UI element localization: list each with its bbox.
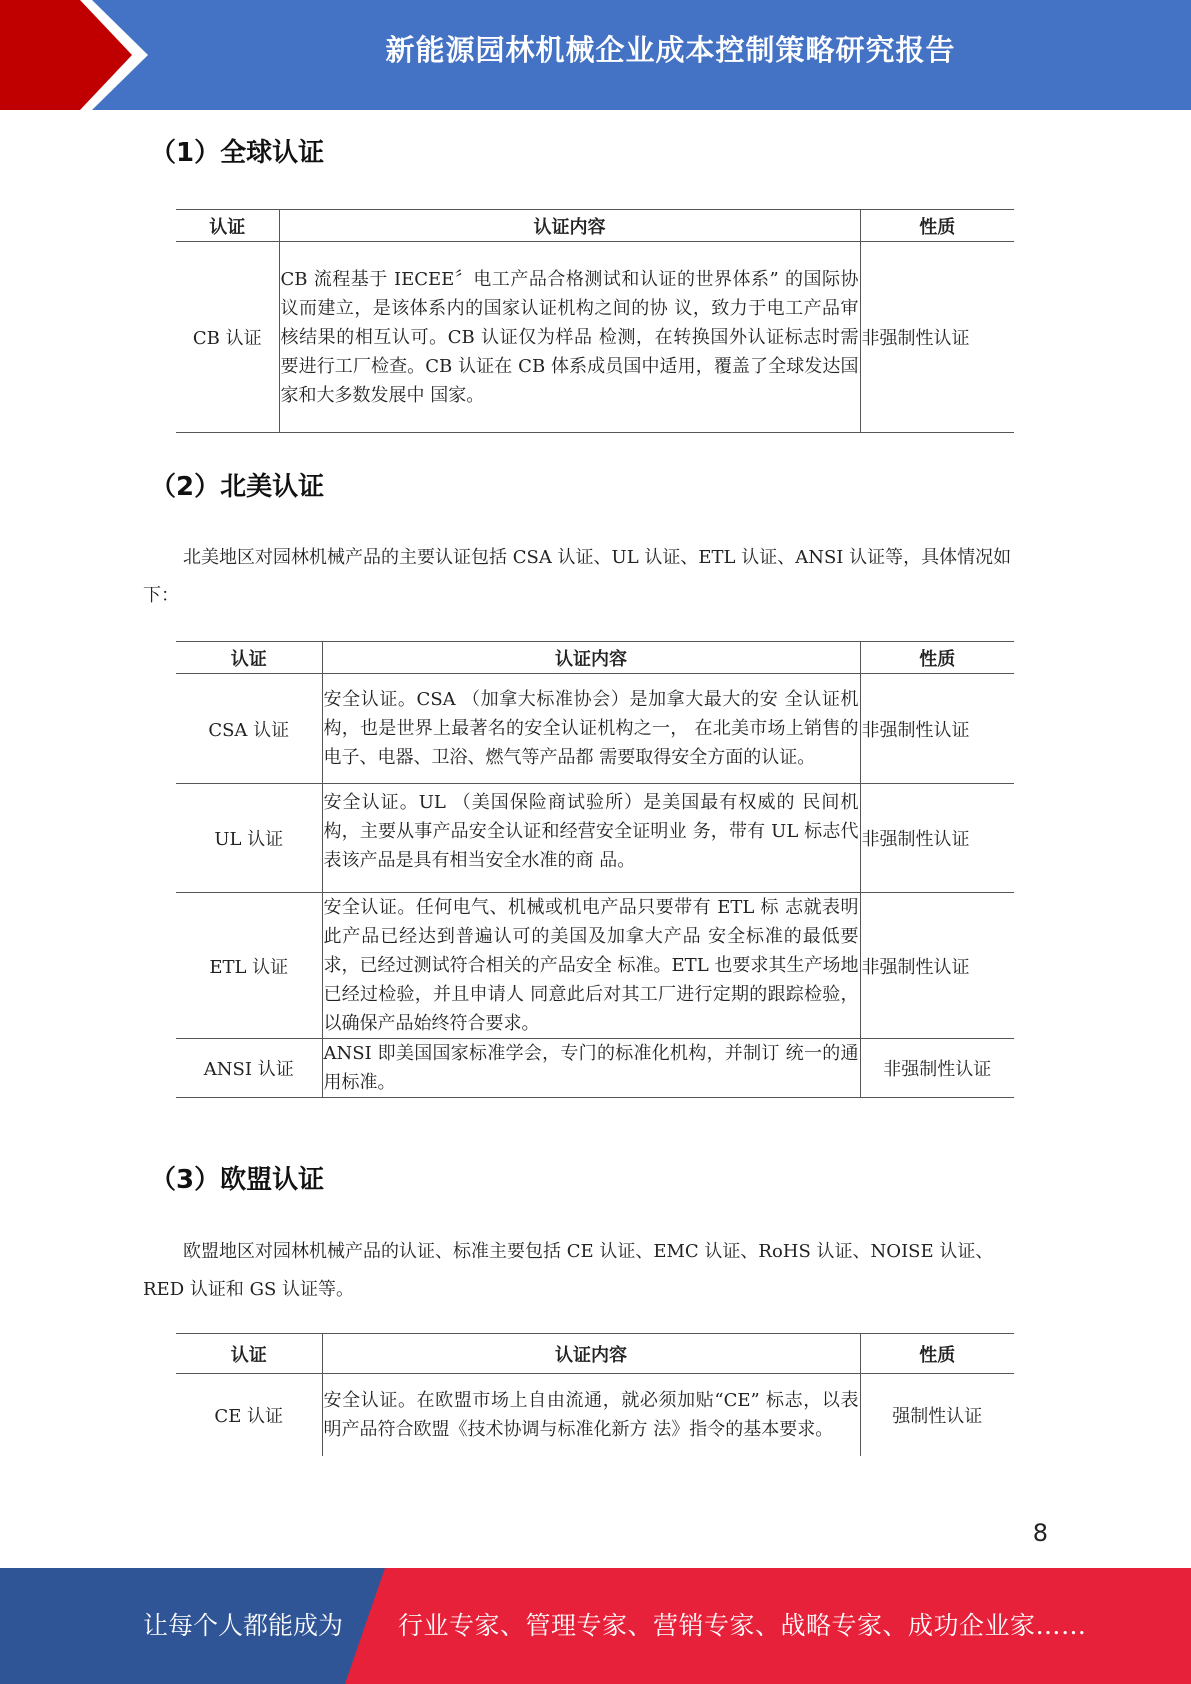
- report-title: 新能源园林机械企业成本控制策略研究报告: [385, 33, 956, 67]
- cert-nature: 非强制性认证: [860, 893, 1014, 1039]
- cert-name: CSA 认证: [176, 674, 322, 784]
- eu-intro: 欧盟地区对园林机械产品的认证、标准主要包括 CE 认证、EMC 认证、RoHS 认证、NOISE 认证、RED 认证和 GS 认证等。: [143, 1241, 994, 1300]
- footer-slogan-left: 让每个人都能成为: [143, 1611, 344, 1640]
- table-row: [176, 1374, 1014, 1456]
- cert-content: CB 流程基于 IECEE〞电工产品合格测试和认证的世界体系” 的国际协议而建立，是该体系内的国家认证机构之间的协 议，致力于电工产品审核结果的相互认可。CB 认证仅为样品 检测，在转换国外认证标志时需要进行工厂检查。CB 认证在 CB 体系成员国中适用，覆盖了全球发达国家和大多数发展中 国家。: [279, 242, 860, 433]
- table-row: [176, 674, 1014, 784]
- section-title-global: （1）全球认证: [150, 138, 325, 168]
- north-america-intro: 北美地区对园林机械产品的主要认证包括 CSA 认证、UL 认证、ETL 认证、ANSI 认证等，具体情况如下：: [143, 547, 1012, 606]
- cert-name: ANSI 认证: [176, 1039, 322, 1098]
- eu-cert-table: [176, 1333, 1014, 1456]
- page-header: [0, 0, 1191, 110]
- cert-nature: 非强制性认证: [860, 674, 1014, 784]
- cert-name: CE 认证: [214, 1405, 284, 1427]
- table-header-row: [176, 210, 1014, 242]
- col-header-cert: 认证: [176, 1334, 322, 1374]
- cert-name: CB 认证: [176, 242, 279, 433]
- table-row: [176, 893, 1014, 1039]
- table-header-row: [176, 1334, 1014, 1374]
- col-header-cert: 认证: [176, 642, 322, 674]
- cert-content: 安全认证。在欧盟市场上自由流通，就必须加贴“CE” 标志，以表明产品符合欧盟《技术协调与标准化新方 法》指令的基本要求。: [322, 1374, 860, 1456]
- section-title-north-america: （2）北美认证: [150, 472, 325, 502]
- col-header-nature: 性质: [860, 1334, 1014, 1374]
- table-row: [176, 242, 1014, 433]
- col-header-nature: 性质: [860, 642, 1014, 674]
- col-header-content: 认证内容: [322, 1334, 860, 1374]
- cert-nature: 非强制性认证: [860, 242, 1014, 433]
- section-title-eu: （3）欧盟认证: [150, 1165, 325, 1195]
- page-number: 8: [1032, 1519, 1048, 1547]
- col-header-content: 认证内容: [279, 210, 860, 242]
- cert-nature: 强制性认证: [860, 1374, 1014, 1456]
- cert-content: 安全认证。CSA （加拿大标准协会）是加拿大最大的安 全认证机构，也是世界上最著名的安全认证机构之一， 在北美市场上销售的电子、电器、卫浴、燃气等产品都 需要取得安全方面的认证。: [322, 674, 860, 784]
- table-row: [176, 1039, 1014, 1098]
- cert-nature: 非强制性认证: [860, 1039, 1014, 1098]
- cert-content: 安全认证。UL （美国保险商试验所）是美国最有权威的 民间机构，主要从事产品安全认证和经营安全证明业 务，带有 UL 标志代表该产品是具有相当安全水准的商 品。: [322, 784, 860, 893]
- global-cert-table: [176, 209, 1014, 433]
- col-header-cert: 认证: [176, 210, 279, 242]
- north-america-cert-table: [176, 641, 1014, 1098]
- footer-slogan-right: 行业专家、管理专家、营销专家、战略专家、成功企业家……: [398, 1611, 1087, 1640]
- col-header-content: 认证内容: [322, 642, 860, 674]
- col-header-nature: 性质: [860, 210, 1014, 242]
- table-header-row: [176, 642, 1014, 674]
- header-arrow-decoration: [0, 0, 160, 110]
- cert-content: 安全认证。任何电气、机械或机电产品只要带有 ETL 标 志就表明此产品已经达到普遍认可的美国及加拿大产品 安全标准的最低要求，已经过测试符合相关的产品安全 标准。ETL 也要求其生产场地已经过检验，并且申请人 同意此后对其工厂进行定期的跟踪检验，以确保产品始终符合要求。: [322, 893, 860, 1039]
- cert-nature: 非强制性认证: [860, 784, 1014, 893]
- page-footer: [0, 1568, 1191, 1684]
- cert-content: ANSI 即美国国家标准学会，专门的标准化机构，并制订 统一的通用标准。: [322, 1039, 860, 1098]
- cert-name: UL 认证: [176, 784, 322, 893]
- cert-name: ETL 认证: [176, 893, 322, 1039]
- table-row: [176, 784, 1014, 893]
